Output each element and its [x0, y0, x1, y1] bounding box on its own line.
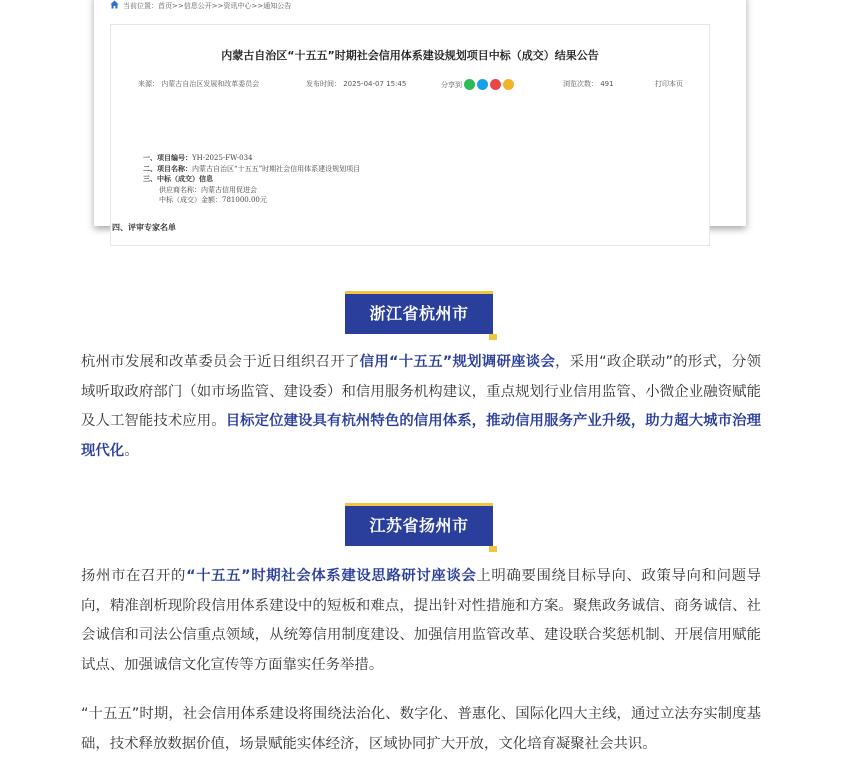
- award-amount-line: 中标（成交）金额：781000.00元: [159, 196, 267, 204]
- paragraph-five-year-plan: “十五五”时期，社会信用体系建设将围绕法治化、数字化、普惠化、国际化四大主线，通过立法夯实制度基础，技术释放数据价值，场景赋能实体经济，区域协同扩大开放，文化培育凝聚社会共识。: [81, 706, 761, 752]
- project-name-line: 二、项目名称：内蒙古自治区“十五五”时期社会信用体系建设规划项目: [143, 163, 361, 173]
- supplier-line: 供应商名称：内蒙古信用促进会: [159, 185, 257, 194]
- publish-date: 发布时间： 2025-04-07 15:45: [306, 80, 407, 88]
- paragraph-hangzhou: 杭州市发展和改革委员会于近日组织召开了信用“十五五”规划调研座谈会，采用“政企联动”的形式，分领域听取政府部门（如市场监管、建设委）和信用服务机构建议，重点规划行业信用监管、小微企业融资赋能及人工智能技术应用。目标定位建设具有杭州特色的信用体系，推动信用服务产业升级，助力超大城市治理现代化。: [81, 354, 761, 459]
- qq-share-icon[interactable]: [477, 79, 488, 90]
- announcement-body: [143, 153, 360, 206]
- weibo-share-icon[interactable]: [490, 79, 501, 90]
- award-info-heading: 三、中标（成交）信息: [143, 174, 213, 183]
- breadcrumb-label: 当前位置：: [123, 2, 158, 10]
- announcement-title: 内蒙古自治区“十五五”时期社会信用体系建设规划项目中标（成交）结果公告: [221, 49, 599, 62]
- section-heading-hangzhou: 浙江省杭州市: [345, 294, 493, 334]
- print-link[interactable]: 打印本页: [655, 80, 683, 88]
- view-count: 浏览次数： 491: [563, 80, 614, 88]
- home-icon: [110, 0, 119, 9]
- share-bar: [441, 79, 514, 90]
- breadcrumb-path[interactable]: 首页>>信息公开>>资讯中心>>通知公告: [158, 2, 292, 10]
- source-info: 来源： 内蒙古自治区发展和改革委员会: [138, 80, 260, 88]
- breadcrumb: [110, 0, 291, 11]
- announcement-screenshot: [94, 0, 746, 226]
- cut-off-line: [112, 222, 192, 227]
- project-number-line: 一、项目编号：YH-2025-FW-034: [143, 153, 253, 162]
- section-heading-yangzhou: 江苏省扬州市: [345, 506, 493, 546]
- paragraph-yangzhou: 扬州市在召开的“十五五”时期社会体系建设思路研讨座谈会上明确要围绕目标导向、政策导向和问题导向，精准剖析现阶段信用体系建设中的短板和难点，提出针对性措施和方案。聚焦政务诚信、商务诚信、社会诚信和司法公信重点领域，从统筹信用制度建设、加强信用监管改革、建设联合奖惩机制、开展信用赋能试点、加强诚信文化宣传等方面靠实任务举措。: [81, 568, 761, 673]
- wechat-share-icon[interactable]: [464, 79, 475, 90]
- announcement-panel: [110, 24, 710, 246]
- qzone-share-icon[interactable]: [503, 79, 514, 90]
- share-label: 分享到: [441, 80, 462, 89]
